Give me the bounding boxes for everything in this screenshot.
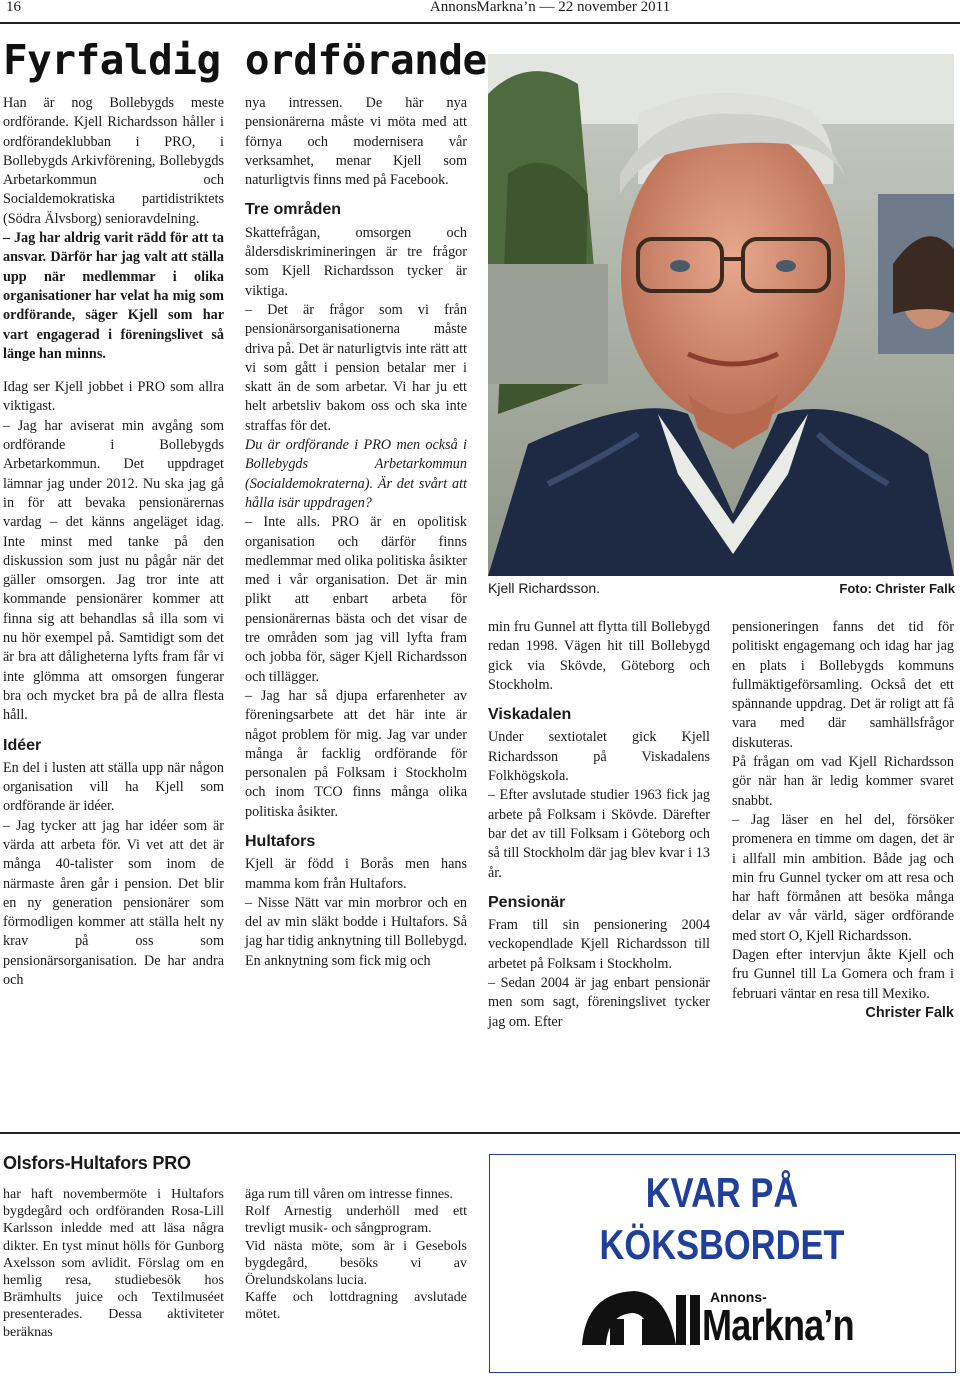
paragraph: Skattefrågan, omsorgen och åldersdiskrimineringen är tre frågor som Kjell Richardsson tycker är viktiga.	[245, 224, 467, 299]
subheading-hultafors: Hultafors	[245, 832, 316, 850]
notice-paragraph: äga rum till våren om intresse finnes.	[245, 1187, 453, 1202]
portrait-photo	[488, 54, 954, 576]
paragraph: En del i lusten att ställa upp när någon organisation vill ha Kjell som ordförande är idéer.	[3, 759, 224, 815]
notice-paragraph: Kaffe och lottdragning avslutade mötet.	[245, 1290, 467, 1323]
issue-line: AnnonsMarkna’n — 22 november 2011	[429, 0, 671, 15]
ad-headline-line-1: KVAR PÅ	[645, 1169, 799, 1216]
paragraph: På frågan om vad Kjell Richardsson gör när han är ledig kommer svaret snabbt.	[732, 754, 954, 809]
advertisement	[489, 1154, 956, 1373]
paragraph: – Jag läser en hel del, försöker promenera en timme om dagen, det är i allfall min ambition. Både jag och min fru Gunnel tycker om att resa och har haft förmånen att besöka många delar av vår värld, säger ordförande med stort O, Kjell Richardsson.	[732, 811, 954, 944]
paragraph: Idag ser Kjell jobbet i PRO som allra viktigast.	[3, 379, 224, 415]
byline: Christer Falk	[865, 1004, 954, 1021]
paragraph: – Sedan 2004 är jag enbart pensionär men som sagt, föreningslivet tycker jag om. Efter	[488, 975, 710, 1030]
paragraph: – Efter avslutade studier 1963 fick jag arbete på Folksam i Skövde. Därefter bar det av till Folksam i Göteborg och så till Stockholm där jag blev kvar i 13 år.	[488, 787, 710, 881]
notice-paragraph: Rolf Arnestig underhöll med ett trevligt musik- och sångprogram.	[245, 1204, 467, 1237]
paragraph: pensioneringen fanns det tid för politiskt engagemang och idag har jag en plats i Bollebygds kommuns fullmäktigeförsamling. Också det ett spännande uppdrag. Det är roligt att få vara med där samhällsfrågor diskuteras.	[732, 619, 954, 751]
paragraph: – Jag tycker att jag har idéer som är värda att arbeta för. Vi vet att det är många 40-talister som inom de närmaste åren går i pension. Det blir en ny generation pensionärer som förmodligen kommer att ställa helt ny krav på oss som pensionärsorganisation. De har andra och	[3, 817, 224, 989]
subheading-viskadalen: Viskadalen	[488, 706, 572, 724]
question-paragraph: Du är ordförande i PRO men också i Bollebygds Arbetarkommun (Socialdemokraterna). Är det svårt att hålla isär uppdragen?	[245, 437, 467, 511]
subheading-pensionar: Pensionär	[488, 893, 566, 911]
paragraph: min fru Gunnel att flytta till Bollebygd redan 1998. Vägen hit till Bollebygd gick via Skövde, Göteborg och Stockholm.	[488, 619, 710, 693]
notice-column-1	[3, 1186, 224, 1341]
section-rule	[0, 1132, 960, 1134]
article-column-4	[732, 618, 954, 1023]
subheading-ideer: Idéer	[3, 736, 42, 754]
page-number: 16	[6, 0, 21, 15]
notice-column-2	[245, 1186, 467, 1324]
paragraph: – Det är frågor som vi från pensionärsorganisationerna måste driva på. Det är naturligtvis inte rätt att vi som gått i pension betalar mer i skatt än de som arbetar. Vi har ju ett helt arbetsliv bakom oss och ska inte straffas för det.	[245, 301, 467, 434]
annonsmarkna-logo-mark	[576, 1285, 702, 1351]
portrait-illustration	[488, 54, 954, 576]
article-column-3	[488, 618, 710, 1032]
paragraph: nya intressen. De här nya pensionärerna måste vi möta med att förnya och modernisera vår verksamhet, menar Kjell som naturligtvis finns med på Facebook.	[245, 95, 467, 189]
headline: Fyrfaldig ordförande	[3, 36, 487, 84]
ad-headline-line-2: KÖKSBORDET	[599, 1221, 845, 1268]
notice-title: Olsfors-Hultafors PRO	[3, 1153, 191, 1173]
paragraph: – Inte alls. PRO är en opolitisk organisation och därför finns medlemmar med olika politiska åsikter med i vår organisation. Det är min plikt att enbart arbeta för pensionärernas bästa och det visar de tre områden som jag vill lyfta fram och jobba för, säger Kjell Richardsson och tillägger.	[245, 514, 467, 685]
notice-paragraph: har haft novembermöte i Hultafors bygdegård och ordföranden Rosa-Lill Karlsson inledde med att läsa några dikter. En tyst minut hölls för Gunborg Axelsson som avlidit. Förslag om en hemlig resa, studiebesök hos Brämhults juice och Textilmuséet presenterades. Dessa aktiviteter beräknas	[3, 1187, 224, 1340]
paragraph: Under sextiotalet gick Kjell Richardsson på Viskadalens Folkhögskola.	[488, 729, 710, 785]
subheading-tre-omraden: Tre områden	[245, 201, 342, 219]
paragraph: Fram till sin pensionering 2004 veckopendlade Kjell Richardsson till arbetet på Folksam i Stockholm.	[488, 917, 710, 972]
lead-paragraph: Han är nog Bollebygds meste ordförande. Kjell Richardsson håller i ordförandeklubban i PRO, i Bollebygds Arkivförening, Bollebygds Arbetarkommun och Socialdemokratiska partidistriktets (Södra Älvsborg) senioravdelning.	[3, 95, 224, 227]
ad-logo-small: Annons-	[710, 1289, 767, 1305]
paragraph: Dagen efter intervjun åkte Kjell och fru Gunnel till La Gomera och fram i februari väntar en resa till Mexiko.	[732, 947, 954, 1002]
paragraph: – Nisse Nätt var min morbror och en del av min släkt bodde i Hultafors. Så jag har tidig anknytning till Bollebygd. En anknytning som fick mig och	[245, 894, 467, 969]
paragraph: – Jag har så djupa erfarenheter av föreningsarbete att det här inte är något problem för mig. Jag var under många år facklig ordförande för personalen på Folksam i Stockholm och inom TCO finns många olika politiska åsikter.	[245, 687, 467, 820]
article-column-2	[245, 94, 467, 971]
notice-paragraph: Vid nästa möte, som är i Gesebols bygdegård, besöks vi av Örelundskolans lucia.	[245, 1238, 467, 1289]
quote-paragraph: – Jag har aldrig varit rädd för att ta ansvar. Därför har jag valt att ställa upp när medlemmar i olika organisationer har velat ha mig som ordförande, säger Kjell som har vart engagerad i föreningslivet så länge han minns.	[3, 230, 224, 362]
paragraph: Kjell är född i Borås men hans mamma kom från Hultafors.	[245, 856, 467, 892]
ad-logo-big: Markna’n	[702, 1301, 854, 1350]
photo-credit: Foto: Christer Falk	[839, 581, 955, 596]
paragraph: – Jag har aviserat min avgång som ordförande i Bollebygds Arbetarkommun. Det uppdraget lämnar jag under 2012. Nu ska jag gå in för att bevaka pensionärernas vardag – det känns angeläget idag. Inte minst med tanke på den diskussion som just nu pågår när det gäller omsorgen. Jag tror inte att kommande pensionärer kommer att finna sig att behandlas så illa som vi nu hör exempel på. Samtidigt som det är bra att dåligheterna lyfts fram får vi inte glömma att omsorgen fungerar bra och mycket bra på de allra flesta håll.	[3, 417, 224, 724]
article-column-1	[3, 94, 224, 990]
header-rule	[0, 22, 960, 24]
photo-caption: Kjell Richardsson.	[488, 580, 601, 596]
